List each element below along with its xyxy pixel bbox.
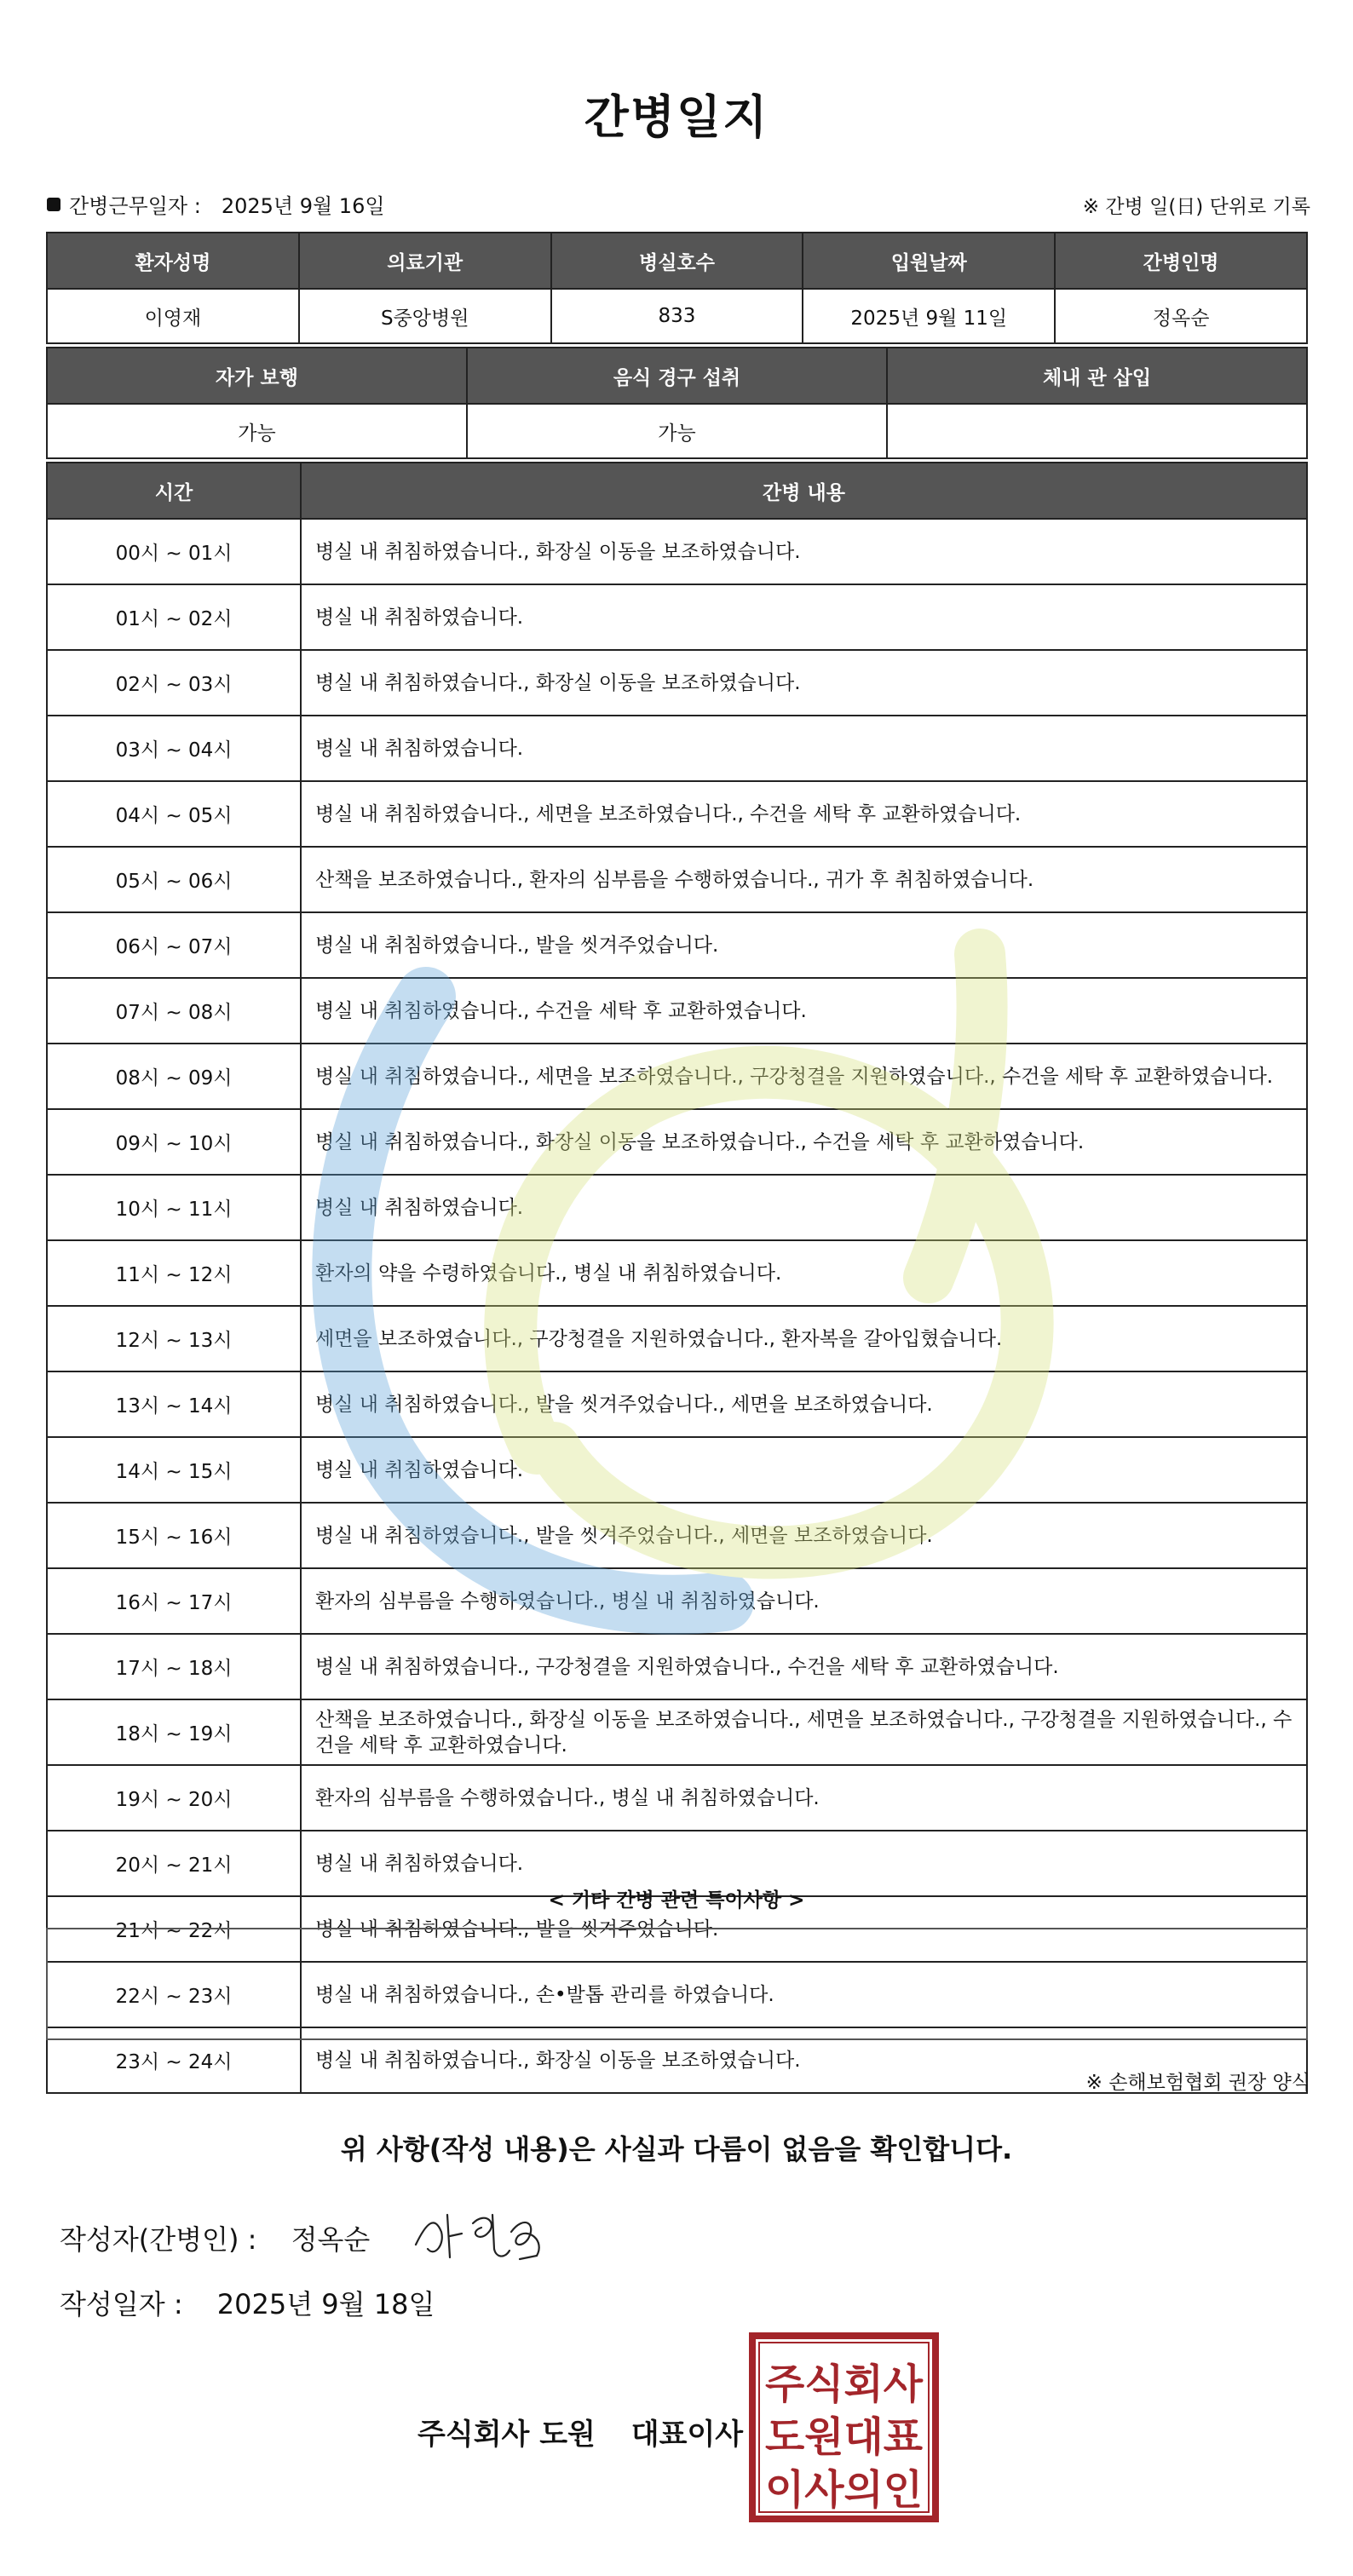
log-content: 병실 내 취침하였습니다., 발을 씻겨주었습니다. xyxy=(301,1896,1307,1962)
log-content: 병실 내 취침하였습니다., 발을 씻겨주었습니다., 세면을 보조하였습니다. xyxy=(301,1503,1307,1568)
patient-status-table xyxy=(46,347,1308,459)
log-time: 08시 ~ 09시 xyxy=(47,1044,301,1109)
log-time: 09시 ~ 10시 xyxy=(47,1109,301,1175)
care-log-table xyxy=(46,462,1308,2094)
form-source-note: ※ 손해보험협회 권장 양식 xyxy=(1085,2072,1310,2094)
work-date-label: 간병근무일자 : xyxy=(69,194,201,218)
log-content: 병실 내 취침하였습니다. xyxy=(301,584,1307,650)
special-notes-box xyxy=(46,1928,1308,2040)
log-content: 병실 내 취침하였습니다., 화장실 이동을 보조하였습니다., 수건을 세탁 후 교환하였습니다. xyxy=(301,1109,1307,1175)
written-date-label: 작성일자 : xyxy=(60,2288,183,2320)
header-oral-intake: 음식 경구 섭취 xyxy=(467,348,887,404)
log-time: 21시 ~ 22시 xyxy=(47,1896,301,1962)
special-notes-title: < 기타 간병 관련 특이사항 > xyxy=(548,1889,805,1912)
writer-name: 정옥순 xyxy=(291,2223,371,2256)
header-self-walking: 자가 보행 xyxy=(47,348,467,404)
log-content: 병실 내 취침하였습니다., 구강청결을 지원하였습니다., 수건을 세탁 후 교환하였습니다. xyxy=(301,1634,1307,1699)
header-tube-insertion: 체내 관 삽입 xyxy=(887,348,1307,404)
log-time: 17시 ~ 18시 xyxy=(47,1634,301,1699)
table-row xyxy=(47,584,1307,650)
header-care-content: 간병 내용 xyxy=(301,463,1307,519)
handwritten-signature xyxy=(409,2198,554,2266)
patient-info-table xyxy=(46,232,1308,344)
table-row xyxy=(47,1240,1307,1306)
log-time: 04시 ~ 05시 xyxy=(47,781,301,847)
log-content: 병실 내 취침하였습니다., 화장실 이동을 보조하였습니다. xyxy=(301,519,1307,584)
caregiver-name: 정옥순 xyxy=(1055,289,1307,343)
header-room: 병실호수 xyxy=(551,233,803,289)
log-time: 07시 ~ 08시 xyxy=(47,978,301,1044)
log-content: 환자의 심부름을 수행하였습니다., 병실 내 취침하였습니다. xyxy=(301,1568,1307,1634)
header-time: 시간 xyxy=(47,463,301,519)
log-time: 10시 ~ 11시 xyxy=(47,1175,301,1240)
log-content: 병실 내 취침하였습니다. xyxy=(301,716,1307,781)
seal-line-2: 도원대표 xyxy=(765,2413,924,2461)
room-number: 833 xyxy=(551,289,803,343)
table-row xyxy=(47,1568,1307,1634)
page-title: 간병일지 xyxy=(584,90,769,144)
table-row xyxy=(47,1765,1307,1831)
work-date-value: 2025년 9월 16일 xyxy=(221,194,385,218)
table-row xyxy=(47,1109,1307,1175)
log-content: 산책을 보조하였습니다., 환자의 심부름을 수행하였습니다., 귀가 후 취침하였습니다. xyxy=(301,847,1307,912)
company-line xyxy=(417,2411,743,2452)
log-content: 병실 내 취침하였습니다. xyxy=(301,1437,1307,1503)
log-time: 11시 ~ 12시 xyxy=(47,1240,301,1306)
log-content: 병실 내 취침하였습니다., 세면을 보조하였습니다., 수건을 세탁 후 교환하였습니다. xyxy=(301,781,1307,847)
log-time: 12시 ~ 13시 xyxy=(47,1306,301,1371)
table-row xyxy=(47,1699,1307,1765)
table-row xyxy=(47,519,1307,584)
log-time: 14시 ~ 15시 xyxy=(47,1437,301,1503)
log-time: 15시 ~ 16시 xyxy=(47,1503,301,1568)
log-content: 병실 내 취침하였습니다. xyxy=(301,1175,1307,1240)
table-row xyxy=(47,1175,1307,1240)
writer-line xyxy=(60,2218,370,2257)
patient-name: 이영재 xyxy=(47,289,299,343)
company-seal-stamp xyxy=(748,2332,940,2523)
log-content: 병실 내 취침하였습니다. xyxy=(301,1831,1307,1896)
log-time: 02시 ~ 03시 xyxy=(47,650,301,716)
self-walking: 가능 xyxy=(47,404,467,458)
table-row xyxy=(47,650,1307,716)
company-title: 대표이사 xyxy=(630,2418,744,2452)
hospital: S중앙병원 xyxy=(299,289,551,343)
log-content: 산책을 보조하였습니다., 화장실 이동을 보조하였습니다., 세면을 보조하였습니다., 구강청결을 지원하였습니다., 수건을 세탁 후 교환하였습니다. xyxy=(301,1699,1307,1765)
log-content: 병실 내 취침하였습니다., 화장실 이동을 보조하였습니다. xyxy=(301,650,1307,716)
log-time: 16시 ~ 17시 xyxy=(47,1568,301,1634)
log-content: 병실 내 취침하였습니다., 화장실 이동을 보조하였습니다. xyxy=(301,2027,1307,2093)
log-content: 병실 내 취침하였습니다., 세면을 보조하였습니다., 구강청결을 지원하였습니다., 수건을 세탁 후 교환하였습니다. xyxy=(301,1044,1307,1109)
work-date xyxy=(47,189,385,219)
table-row xyxy=(47,847,1307,912)
log-time: 18시 ~ 19시 xyxy=(47,1699,301,1765)
log-time: 00시 ~ 01시 xyxy=(47,519,301,584)
table-row xyxy=(47,716,1307,781)
header-caregiver: 간병인명 xyxy=(1055,233,1307,289)
log-time: 19시 ~ 20시 xyxy=(47,1765,301,1831)
written-date-value: 2025년 9월 18일 xyxy=(216,2288,435,2320)
seal-line-3: 이사의인 xyxy=(765,2466,923,2514)
table-row xyxy=(47,1437,1307,1503)
tube-insertion xyxy=(887,404,1307,458)
log-content: 병실 내 취침하였습니다., 발을 씻겨주었습니다., 세면을 보조하였습니다. xyxy=(301,1371,1307,1437)
log-time: 23시 ~ 24시 xyxy=(47,2027,301,2093)
log-time: 06시 ~ 07시 xyxy=(47,912,301,978)
oral-intake: 가능 xyxy=(467,404,887,458)
log-time: 03시 ~ 04시 xyxy=(47,716,301,781)
table-row xyxy=(47,1503,1307,1568)
daily-record-note: ※ 간병 일(日) 단위로 기록 xyxy=(1082,196,1310,218)
seal-line-1: 주식회사 xyxy=(765,2360,924,2408)
header-admission-date: 입원날짜 xyxy=(803,233,1055,289)
writer-label: 작성자(간병인) : xyxy=(60,2223,257,2256)
header-hospital: 의료기관 xyxy=(299,233,551,289)
table-row xyxy=(47,1371,1307,1437)
table-row xyxy=(47,912,1307,978)
company-name: 주식회사 도원 xyxy=(417,2418,596,2452)
log-content: 세면을 보조하였습니다., 구강청결을 지원하였습니다., 환자복을 갈아입혔습니다. xyxy=(301,1306,1307,1371)
table-row xyxy=(47,781,1307,847)
table-row xyxy=(47,978,1307,1044)
log-content: 환자의 심부름을 수행하였습니다., 병실 내 취침하였습니다. xyxy=(301,1765,1307,1831)
admission-date: 2025년 9월 11일 xyxy=(803,289,1055,343)
table-row xyxy=(47,1634,1307,1699)
square-bullet-icon xyxy=(47,198,60,211)
log-time: 22시 ~ 23시 xyxy=(47,1962,301,2027)
header-patient-name: 환자성명 xyxy=(47,233,299,289)
log-time: 20시 ~ 21시 xyxy=(47,1831,301,1896)
table-row xyxy=(47,1306,1307,1371)
log-content: 환자의 약을 수령하였습니다., 병실 내 취침하였습니다. xyxy=(301,1240,1307,1306)
log-content: 병실 내 취침하였습니다., 수건을 세탁 후 교환하였습니다. xyxy=(301,978,1307,1044)
written-date-line xyxy=(60,2283,435,2322)
log-content: 병실 내 취침하였습니다., 발을 씻겨주었습니다. xyxy=(301,912,1307,978)
log-time: 01시 ~ 02시 xyxy=(47,584,301,650)
log-time: 05시 ~ 06시 xyxy=(47,847,301,912)
log-content: 병실 내 취침하였습니다., 손•발톱 관리를 하였습니다. xyxy=(301,1962,1307,2027)
table-row xyxy=(47,1044,1307,1109)
log-time: 13시 ~ 14시 xyxy=(47,1371,301,1437)
confirmation-statement: 위 사항(작성 내용)은 사실과 다름이 없음을 확인합니다. xyxy=(340,2133,1013,2165)
